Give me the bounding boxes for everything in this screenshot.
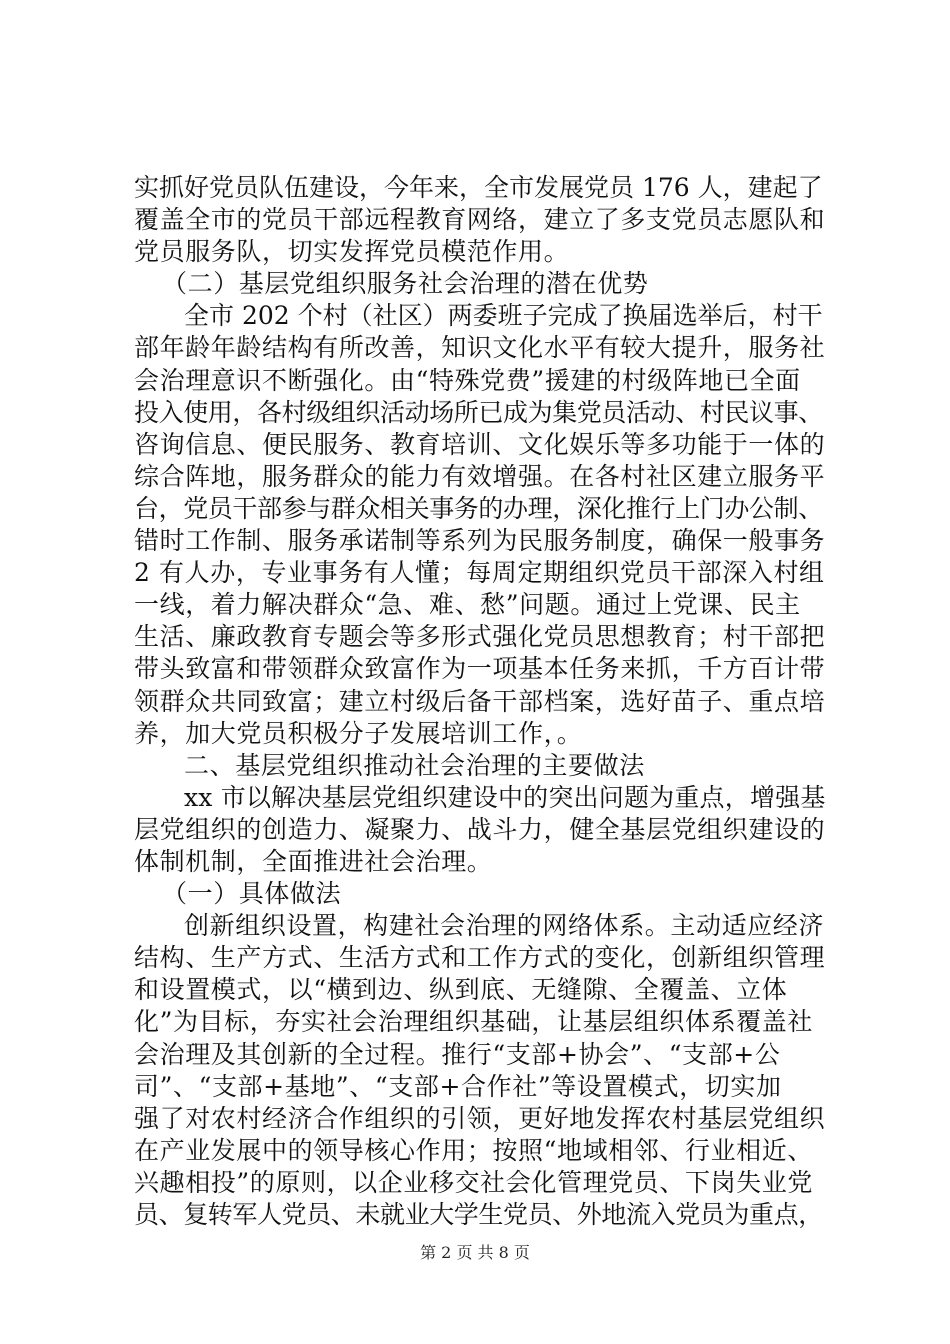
text-line: 领群众共同致富；建立村级后备干部档案，选好苗子、重点培: [134, 686, 826, 716]
text-line: 兴趣相投”的原则，以企业移交社会化管理党员、下岗失业党: [134, 1167, 813, 1197]
text-line: 一线，着力解决群众“急、难、愁”问题。通过上党课、民主: [134, 590, 801, 620]
text-line: 综合阵地，服务群众的能力有效增强。在各村社区建立服务平: [134, 461, 826, 491]
text-line: 部年龄年龄结构有所改善，知识文化水平有较大提升，服务社: [134, 333, 826, 363]
text-line: 带头致富和带领群众致富作为一项基本任务来抓，千方百计带: [134, 654, 826, 684]
text-line: 投入使用，各村级组织活动场所已成为集党员活动、村民议事、: [134, 397, 823, 427]
text-line: xx 市以解决基层党组织建设中的突出问题为重点，增强基: [184, 782, 826, 812]
text-line: 会治理及其创新的全过程。推行“支部+协会”、“支部+公: [134, 1039, 781, 1069]
text-line: 养，加大党员积极分子发展培训工作，。: [134, 718, 583, 748]
text-line: 会治理意识不断强化。由“特殊党费”援建的村级阵地已全面: [134, 365, 801, 395]
text-line: 覆盖全市的党员干部远程教育网络，建立了多支党员志愿队和: [134, 205, 826, 235]
text-line: 台，党员干部参与群众相关事务的办理，深化推行上门办公制、: [134, 493, 823, 523]
text-line: 强了对农村经济合作组织的引领，更好地发挥农村基层党组织: [134, 1103, 826, 1133]
section-heading: （一）具体做法: [162, 879, 342, 909]
text-line: 结构、生产方式、生活方式和工作方式的变化，创新组织管理: [134, 943, 826, 973]
text-line: 党员服务队，切实发挥党员模范作用。: [134, 237, 570, 267]
text-line: 咨询信息、便民服务、教育培训、文化娱乐等多功能于一体的: [134, 429, 826, 459]
text-line: 员、复转军人党员、未就业大学生党员、外地流入党员为重点，: [134, 1200, 823, 1229]
text-line: 全市 202 个村（社区）两委班子完成了换届选举后，村干: [184, 301, 823, 331]
document-body: [134, 172, 826, 1231]
text-line: 体制机制，全面推进社会治理。: [134, 846, 493, 876]
text-line: 和设置模式，以“横到边、纵到底、无缝隙、全覆盖、立体: [134, 975, 788, 1005]
text-line: 在产业发展中的领导核心作用；按照“地域相邻、行业相近、: [134, 1135, 813, 1165]
text-line: 化”为目标，夯实社会治理组织基础，让基层组织体系覆盖社: [134, 1007, 813, 1037]
text-line: 创新组织设置，构建社会治理的网络体系。主动适应经济: [184, 911, 825, 941]
section-heading: 二、基层党组织推动社会治理的主要做法: [184, 750, 645, 780]
text-line: 司”、“支部+基地”、“支部+合作社”等设置模式，切实加: [134, 1071, 782, 1101]
text-line: 生活、廉政教育专题会等多形式强化党员思想教育；村干部把: [134, 622, 826, 652]
text-line: 错时工作制、服务承诺制等系列为民服务制度，确保一般事务: [134, 526, 826, 556]
section-heading: （二）基层党组织服务社会治理的潜在优势: [162, 269, 649, 299]
page-number-footer: 第 2 页 共 8 页: [420, 1243, 530, 1262]
text-line: 实抓好党员队伍建设，今年来，全市发展党员 176 人，建起了: [134, 173, 823, 202]
text-line: 2 有人办，专业事务有人懂；每周定期组织党员干部深入村组: [134, 558, 825, 588]
text-line: 层党组织的创造力、凝聚力、战斗力，健全基层党组织建设的: [134, 814, 826, 844]
